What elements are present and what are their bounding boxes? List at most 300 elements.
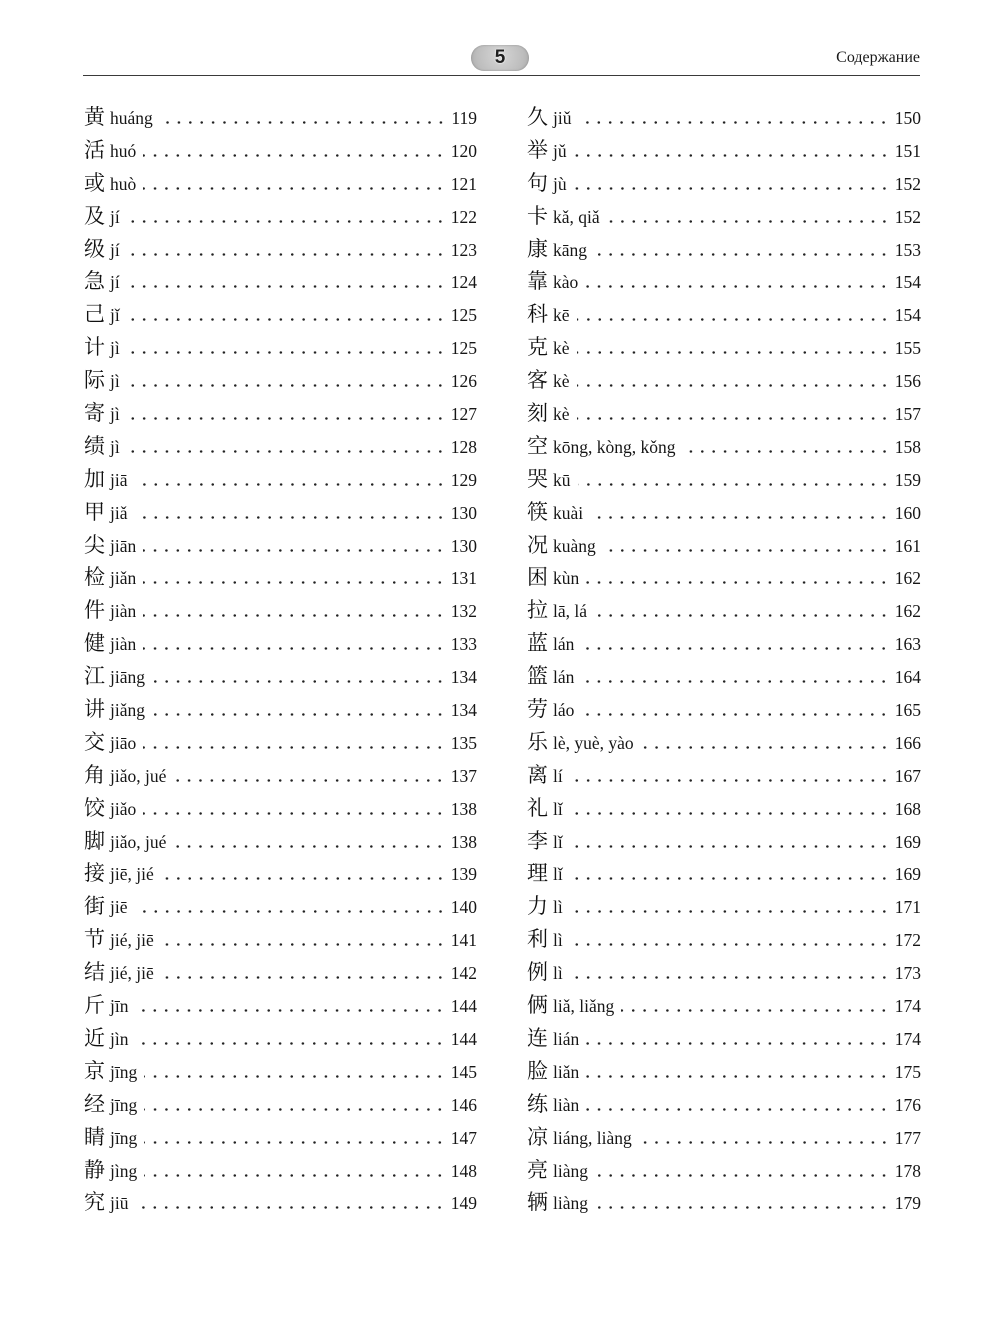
entry-page-number: 165 [894, 700, 921, 721]
entry-pinyin: kào [553, 272, 579, 293]
toc-entry [84, 1022, 477, 1055]
entry-pinyin: kuài [553, 502, 584, 523]
toc-entry [527, 529, 921, 562]
entry-character: 检 [84, 565, 105, 590]
dot-leader [603, 549, 890, 552]
toc-entry [527, 693, 921, 726]
dot-leader [127, 253, 446, 256]
toc-entry [84, 1121, 477, 1154]
dot-leader [578, 121, 889, 124]
entry-pinyin: kè [553, 404, 570, 425]
toc-entry [84, 1186, 477, 1219]
entry-character: 客 [527, 368, 548, 393]
dot-leader [581, 680, 889, 683]
entry-page-number: 146 [450, 1094, 477, 1115]
toc-entry [84, 167, 477, 200]
toc-entry [84, 1088, 477, 1121]
dot-leader [143, 614, 446, 617]
entry-character: 久 [527, 105, 548, 129]
dot-leader [135, 910, 446, 913]
entry-pinyin: jīng [110, 1094, 138, 1115]
entry-character: 活 [84, 137, 105, 162]
dot-leader [607, 220, 890, 223]
toc-entry [527, 101, 921, 134]
toc-left-column [84, 101, 477, 1219]
toc-entry [527, 594, 921, 627]
toc-entry [527, 923, 921, 956]
entry-page-number: 140 [450, 897, 477, 918]
toc-entry [84, 331, 477, 364]
toc-entry [84, 529, 477, 562]
toc-entry [527, 792, 921, 825]
toc-entry [84, 364, 477, 397]
entry-character: 力 [527, 894, 548, 919]
entry-page-number: 156 [894, 371, 921, 392]
entry-pinyin: lì [553, 930, 563, 951]
entry-pinyin: jīng [110, 1061, 138, 1082]
entry-page-number: 152 [894, 206, 921, 227]
dot-leader [127, 220, 446, 223]
toc-entry [527, 660, 921, 693]
entry-pinyin: jiān [110, 535, 137, 556]
dot-leader [586, 1042, 890, 1045]
entry-page-number: 134 [450, 700, 477, 721]
toc-entry [527, 956, 921, 989]
entry-pinyin: jìn [110, 1028, 129, 1049]
entry-character: 蓝 [527, 631, 548, 656]
entry-character: 亮 [527, 1157, 548, 1182]
entry-page-number: 178 [894, 1160, 921, 1181]
entry-page-number: 166 [894, 732, 921, 753]
entry-page-number: 138 [450, 831, 477, 852]
toc-entry [84, 726, 477, 759]
toc-entry [84, 923, 477, 956]
entry-page-number: 122 [450, 206, 477, 227]
entry-pinyin: jìng [110, 1160, 138, 1181]
entry-pinyin: jiǎ [110, 502, 128, 523]
entry-page-number: 169 [894, 831, 921, 852]
entry-pinyin: liàng [553, 1193, 588, 1214]
entry-page-number: 159 [894, 469, 921, 490]
dot-leader [578, 483, 890, 486]
dot-leader [581, 647, 889, 650]
toc-entry [527, 825, 921, 858]
entry-character: 脸 [527, 1058, 548, 1083]
entry-character: 利 [527, 927, 548, 952]
toc-entry [84, 989, 477, 1022]
entry-page-number: 164 [894, 667, 921, 688]
entry-pinyin: liàn [553, 1094, 580, 1115]
toc-entry [527, 200, 921, 233]
toc-entry [84, 857, 477, 890]
entry-pinyin: jiē, jié [110, 864, 154, 885]
toc-entry [84, 792, 477, 825]
entry-pinyin: lán [553, 667, 575, 688]
toc-entry [527, 463, 921, 496]
dot-leader [127, 351, 446, 354]
entry-pinyin: jí [110, 272, 120, 293]
entry-page-number: 177 [894, 1127, 921, 1148]
entry-character: 卡 [527, 203, 548, 228]
dot-leader [127, 285, 446, 288]
entry-page-number: 141 [450, 930, 477, 951]
dot-leader [143, 154, 446, 157]
entry-page-number: 154 [894, 272, 921, 293]
toc-entry [527, 890, 921, 923]
entry-page-number: 174 [894, 996, 921, 1017]
dot-leader [144, 1141, 446, 1144]
entry-character: 绩 [84, 433, 105, 458]
entry-character: 计 [84, 335, 105, 360]
entry-character: 饺 [84, 795, 105, 820]
dot-leader [152, 713, 446, 716]
entry-pinyin: lǐ [553, 864, 563, 885]
entry-character: 健 [84, 631, 105, 656]
entry-page-number: 175 [894, 1061, 921, 1082]
entry-pinyin: kǎ, qiǎ [553, 206, 600, 227]
entry-page-number: 168 [894, 798, 921, 819]
toc-entry [527, 726, 921, 759]
toc-entry [527, 1088, 921, 1121]
entry-pinyin: kū [553, 469, 571, 490]
entry-page-number: 158 [894, 436, 921, 457]
entry-pinyin: kāng [553, 239, 588, 260]
entry-pinyin: jiā [110, 469, 128, 490]
entry-page-number: 155 [894, 338, 921, 359]
entry-page-number: 123 [450, 239, 477, 260]
entry-character: 哭 [527, 466, 548, 491]
entry-pinyin: jǐ [110, 305, 120, 326]
entry-pinyin: lì [553, 963, 563, 984]
dot-leader [127, 417, 446, 420]
entry-page-number: 150 [894, 108, 921, 128]
dot-leader [127, 384, 446, 387]
toc-entry [84, 660, 477, 693]
entry-page-number: 163 [894, 634, 921, 655]
toc-entry [527, 134, 921, 167]
entry-page-number: 138 [450, 798, 477, 819]
dot-leader [144, 1174, 446, 1177]
entry-page-number: 152 [894, 173, 921, 194]
toc-entry [84, 496, 477, 529]
entry-page-number: 134 [450, 667, 477, 688]
entry-character: 睛 [84, 1124, 105, 1149]
entry-pinyin: jì [110, 338, 120, 359]
entry-character: 斤 [84, 993, 105, 1018]
entry-character: 离 [527, 762, 548, 787]
entry-page-number: 171 [894, 897, 921, 918]
entry-page-number: 154 [894, 305, 921, 326]
entry-pinyin: kùn [553, 568, 580, 589]
section-title: Содержание [836, 49, 920, 66]
entry-character: 静 [84, 1157, 105, 1182]
dot-leader [570, 812, 890, 815]
toc-entry [527, 397, 921, 430]
dot-leader [160, 121, 447, 124]
entry-page-number: 157 [894, 404, 921, 425]
dot-leader [161, 877, 446, 880]
toc-entry [84, 1055, 477, 1088]
entry-page-number: 174 [894, 1028, 921, 1049]
dot-leader [143, 581, 446, 584]
entry-character: 急 [84, 269, 105, 294]
entry-pinyin: kē [553, 305, 570, 326]
entry-page-number: 176 [894, 1094, 921, 1115]
toc-entry [527, 430, 921, 463]
entry-pinyin: huáng [110, 108, 153, 128]
entry-character: 句 [527, 170, 548, 195]
entry-page-number: 129 [450, 469, 477, 490]
entry-pinyin: liáng, liàng [553, 1127, 632, 1148]
entry-pinyin: jiǎo [110, 798, 137, 819]
toc-entry [84, 233, 477, 266]
entry-page-number: 173 [894, 963, 921, 984]
page-number-badge: 5 [471, 45, 529, 71]
entry-character: 件 [84, 598, 105, 623]
entry-pinyin: jiāo [110, 732, 137, 753]
toc-entry [84, 134, 477, 167]
toc-entry [527, 627, 921, 660]
dot-leader [641, 746, 890, 749]
toc-entry [84, 627, 477, 660]
entry-pinyin: jiàn [110, 601, 137, 622]
entry-character: 举 [527, 137, 548, 162]
dot-leader [161, 943, 446, 946]
entry-page-number: 130 [450, 535, 477, 556]
entry-page-number: 148 [450, 1160, 477, 1181]
entry-pinyin: jǔ [553, 140, 567, 161]
entry-character: 或 [84, 170, 105, 195]
dot-leader [595, 1206, 890, 1209]
entry-page-number: 142 [450, 963, 477, 984]
toc-entry [84, 956, 477, 989]
entry-pinyin: lí [553, 765, 563, 786]
entry-character: 经 [84, 1091, 105, 1116]
dot-leader [144, 1075, 446, 1078]
entry-pinyin: jì [110, 436, 120, 457]
dot-leader [143, 812, 446, 815]
entry-character: 黄 [84, 105, 105, 129]
entry-page-number: 169 [894, 864, 921, 885]
dot-leader [127, 318, 446, 321]
entry-page-number: 130 [450, 502, 477, 523]
entry-pinyin: jiāng [110, 667, 145, 688]
header-rule [83, 75, 920, 76]
entry-pinyin: huó [110, 140, 137, 161]
entry-character: 空 [527, 433, 548, 458]
entry-character: 靠 [527, 269, 548, 294]
dot-leader [577, 351, 890, 354]
toc-entry [527, 1186, 921, 1219]
toc-entry [84, 265, 477, 298]
dot-leader [135, 483, 446, 486]
dot-leader [152, 680, 446, 683]
toc-entry [84, 594, 477, 627]
entry-character: 己 [84, 302, 105, 327]
toc-entry [84, 463, 477, 496]
entry-page-number: 124 [450, 272, 477, 293]
entry-character: 江 [84, 664, 105, 689]
entry-pinyin: huò [110, 173, 137, 194]
dot-leader [143, 746, 446, 749]
entry-character: 凉 [527, 1124, 548, 1149]
entry-page-number: 179 [894, 1193, 921, 1214]
toc-entry [527, 561, 921, 594]
entry-character: 篮 [527, 664, 548, 689]
dot-leader [143, 549, 446, 552]
dot-leader [570, 877, 890, 880]
entry-pinyin: jì [110, 371, 120, 392]
entry-pinyin: lián [553, 1028, 580, 1049]
dot-leader [135, 1009, 445, 1012]
entry-pinyin: jié, jiē [110, 963, 154, 984]
entry-character: 近 [84, 1025, 105, 1050]
dot-leader [594, 253, 890, 256]
entry-character: 节 [84, 927, 105, 952]
entry-pinyin: jiē [110, 897, 128, 918]
entry-page-number: 137 [450, 765, 477, 786]
toc-entry [527, 331, 921, 364]
dot-leader [585, 285, 889, 288]
entry-page-number: 144 [450, 996, 477, 1017]
entry-character: 接 [84, 861, 105, 886]
entry-page-number: 121 [450, 173, 477, 194]
entry-page-number: 119 [451, 108, 477, 128]
entry-page-number: 161 [894, 535, 921, 556]
entry-pinyin: jiǎo, jué [110, 765, 167, 786]
toc-entry [84, 1154, 477, 1187]
dot-leader [577, 417, 890, 420]
toc-entry [84, 101, 477, 134]
entry-page-number: 167 [894, 765, 921, 786]
entry-page-number: 144 [450, 1028, 477, 1049]
toc-entry [527, 759, 921, 792]
entry-character: 讲 [84, 697, 105, 722]
toc-entry [84, 430, 477, 463]
toc-entry [527, 364, 921, 397]
entry-character: 京 [84, 1058, 105, 1083]
entry-page-number: 125 [450, 305, 477, 326]
entry-character: 理 [527, 861, 548, 886]
dot-leader [143, 187, 446, 190]
entry-pinyin: jì [110, 404, 120, 425]
entry-pinyin: jí [110, 206, 120, 227]
dot-leader [577, 318, 890, 321]
entry-page-number: 160 [894, 502, 921, 523]
toc-right-column [527, 101, 921, 1219]
entry-pinyin: lè, yuè, yào [553, 732, 634, 753]
entry-character: 康 [527, 236, 548, 261]
entry-character: 脚 [84, 828, 105, 853]
entry-character: 加 [84, 466, 105, 491]
entry-character: 结 [84, 960, 105, 985]
dot-leader [581, 713, 889, 716]
entry-character: 克 [527, 335, 548, 360]
entry-page-number: 153 [894, 239, 921, 260]
entry-pinyin: jīng [110, 1127, 138, 1148]
entry-page-number: 139 [450, 864, 477, 885]
dot-leader [590, 516, 890, 519]
entry-pinyin: lì [553, 897, 563, 918]
entry-character: 例 [527, 960, 548, 985]
toc-entry [84, 397, 477, 430]
toc-entry [527, 298, 921, 331]
entry-pinyin: jiǔ [553, 108, 572, 128]
entry-character: 练 [527, 1091, 548, 1116]
toc-entry [527, 1022, 921, 1055]
entry-character: 况 [527, 532, 548, 557]
entry-character: 辆 [527, 1190, 548, 1215]
entry-page-number: 151 [894, 140, 921, 161]
entry-pinyin: jiǎn [110, 568, 137, 589]
dot-leader [595, 1174, 890, 1177]
entry-character: 甲 [84, 499, 105, 524]
entry-character: 及 [84, 203, 105, 228]
entry-pinyin: liǎ, liǎng [553, 996, 615, 1017]
entry-page-number: 125 [450, 338, 477, 359]
dot-leader [570, 910, 890, 913]
entry-pinyin: liǎn [553, 1061, 580, 1082]
entry-pinyin: lā, lá [553, 601, 588, 622]
toc-entry [84, 298, 477, 331]
entry-character: 角 [84, 762, 105, 787]
entry-page-number: 147 [450, 1127, 477, 1148]
dot-leader [135, 516, 446, 519]
entry-pinyin: liàng [553, 1160, 588, 1181]
entry-page-number: 128 [450, 436, 477, 457]
dot-leader [574, 187, 890, 190]
dot-leader [577, 384, 890, 387]
entry-character: 礼 [527, 795, 548, 820]
entry-pinyin: lán [553, 634, 575, 655]
toc-entry [84, 693, 477, 726]
dot-leader [570, 943, 890, 946]
entry-page-number: 131 [450, 568, 477, 589]
entry-character: 李 [527, 828, 548, 853]
toc-entry [527, 265, 921, 298]
toc-entry [527, 1154, 921, 1187]
entry-character: 俩 [527, 993, 548, 1018]
toc-entry [527, 857, 921, 890]
toc-entry [527, 496, 921, 529]
entry-pinyin: jīn [110, 996, 129, 1017]
entry-character: 际 [84, 368, 105, 393]
dot-leader [570, 779, 890, 782]
entry-pinyin: jié, jiē [110, 930, 154, 951]
dot-leader [683, 450, 890, 453]
dot-leader [586, 1108, 890, 1111]
entry-pinyin: lǐ [553, 798, 563, 819]
toc-entry [84, 825, 477, 858]
dot-leader [586, 1075, 890, 1078]
entry-pinyin: jù [553, 173, 567, 194]
toc-entry [527, 1121, 921, 1154]
dot-leader [127, 450, 446, 453]
dot-leader [639, 1141, 890, 1144]
toc-entry [84, 759, 477, 792]
entry-pinyin: kōng, kòng, kǒng [553, 436, 676, 457]
dot-leader [161, 976, 446, 979]
entry-character: 街 [84, 894, 105, 919]
toc-entry [84, 200, 477, 233]
entry-page-number: 149 [450, 1193, 477, 1214]
entry-character: 困 [527, 565, 548, 590]
dot-leader [621, 1009, 890, 1012]
entry-page-number: 162 [894, 601, 921, 622]
entry-pinyin: láo [553, 700, 575, 721]
toc-entry [84, 890, 477, 923]
dot-leader [135, 1042, 445, 1045]
